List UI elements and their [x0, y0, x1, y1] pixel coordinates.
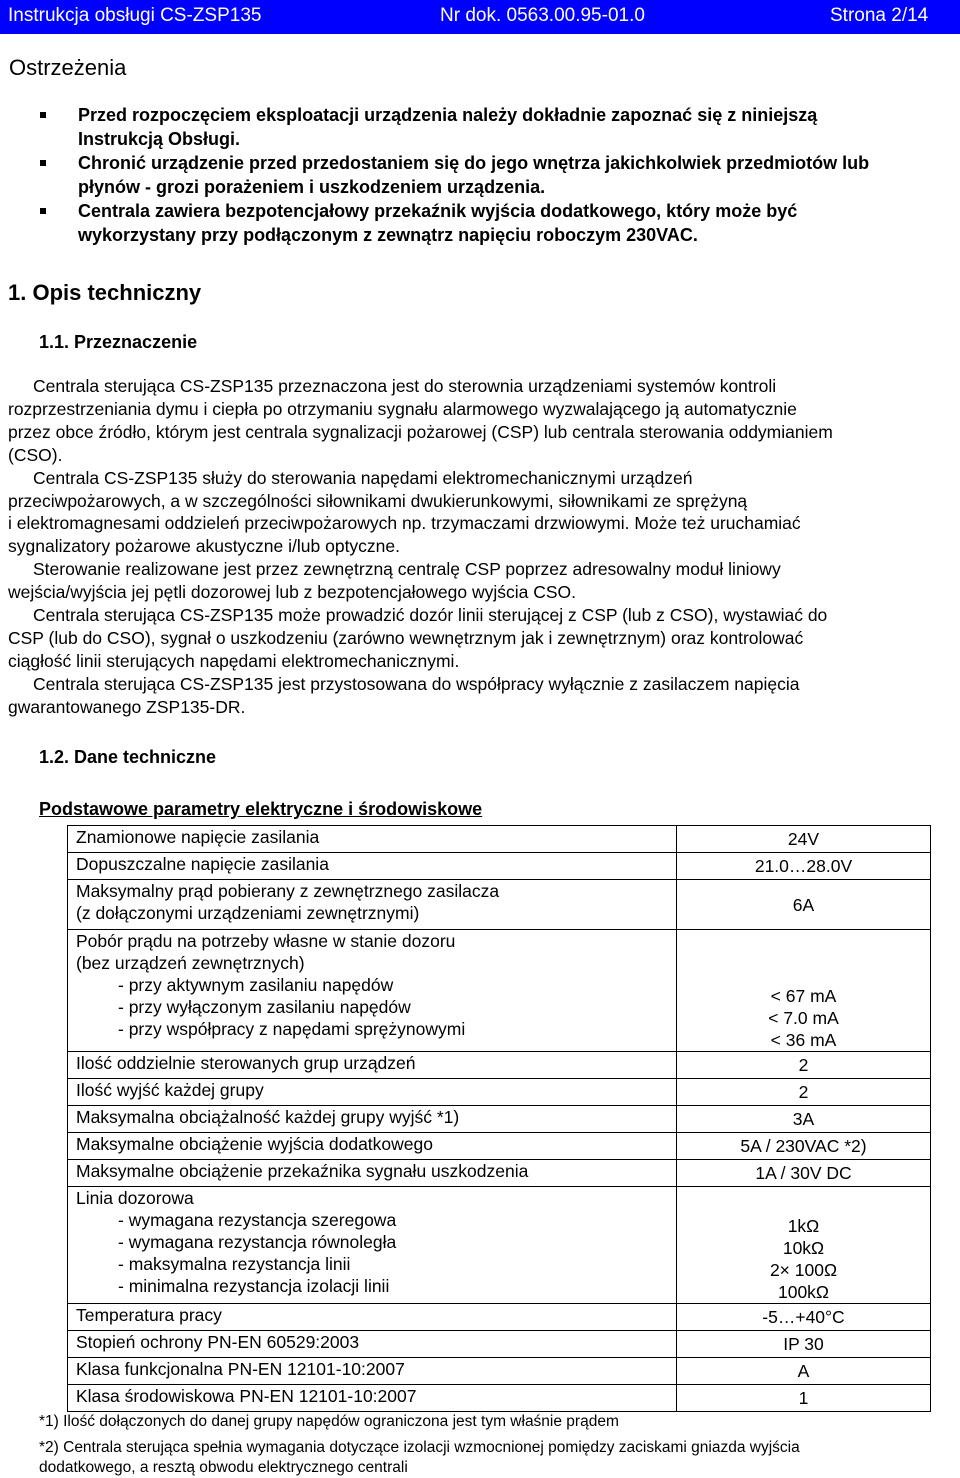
parameter-value: [677, 853, 931, 880]
parameter-name: [68, 880, 677, 930]
purpose-line: przeciwpożarowych, a w szczególności siłownikami dwukierunkowymi, siłownikami ze sprężyną: [8, 490, 748, 511]
parameter-name-line: (z dołączonymi urządzeniami zewnętrznymi): [76, 903, 420, 923]
parameter-name-line: - wymagana rezystancja szeregowa: [118, 1210, 397, 1230]
parameter-value-line: 100kΩ: [777, 1282, 830, 1302]
parameter-value: [677, 1304, 931, 1331]
parameter-name-line: - minimalna rezystancja izolacji linii: [118, 1276, 390, 1296]
warnings-heading: Ostrzeżenia: [9, 55, 127, 80]
parameter-value-line: IP 30: [783, 1334, 824, 1354]
parameter-name: [68, 1385, 677, 1412]
parameter-value: [677, 1106, 931, 1133]
parameter-name-line: Ilość oddzielnie sterowanych grup urządzeń: [76, 1053, 416, 1073]
document-header: [0, 0, 960, 34]
table-row: [68, 930, 931, 1052]
purpose-line: (CSO).: [8, 444, 63, 465]
parameter-name: [68, 1106, 677, 1133]
bullet-square-icon: [40, 208, 46, 214]
parameter-name-line: Maksymalne obciążenie wyjścia dodatkowego: [76, 1134, 433, 1154]
bullet-square-icon: [40, 160, 46, 166]
bullet-square-icon: [40, 112, 46, 118]
footnote-line: *2) Centrala sterująca spełnia wymagania dotyczące izolacji wzmocnionej pomiędzy zaciskami gniazda wyjścia: [39, 1439, 800, 1456]
purpose-line: sygnalizatory pożarowe akustyczne i/lub optyczne.: [8, 536, 401, 557]
parameter-name-line: - przy współpracy z napędami sprężynowymi: [118, 1019, 466, 1039]
header-page-number: Strona 2/14: [830, 5, 929, 26]
parameter-value-line: 3A: [792, 1109, 815, 1129]
warning-item-line: wykorzystany przy podłączonym z zewnątrz napięciu roboczym 230VAC.: [78, 225, 698, 245]
parameter-name: [68, 1304, 677, 1331]
footnote-line: *1) Ilość dołączonych do danej grupy napędów ograniczona jest tym właśnie prądem: [39, 1413, 619, 1430]
parameter-value: [677, 1079, 931, 1106]
parameter-value-line: 1A / 30V DC: [755, 1163, 852, 1183]
table-row: [68, 853, 931, 880]
table-row: [68, 1106, 931, 1133]
parameter-name-line: (bez urządzeń zewnętrznych): [76, 953, 305, 973]
parameter-value-line: 10kΩ: [782, 1238, 825, 1258]
purpose-line: Centrala sterująca CS-ZSP135 przeznaczona jest do sterownia urządzeniami systemów kontroli: [33, 376, 777, 396]
parameter-value-line: -5…+40°C: [762, 1307, 845, 1327]
parameter-value-line: 1: [798, 1388, 809, 1408]
parameter-name-line: Linia dozorowa: [76, 1188, 194, 1208]
parameter-value-line: 2: [798, 1055, 809, 1075]
parameter-value-line: < 36 mA: [770, 1030, 837, 1050]
parameter-value: [677, 1133, 931, 1160]
parameter-name: [68, 1358, 677, 1385]
parameter-value: [677, 880, 931, 930]
parameter-value: [677, 1358, 931, 1385]
purpose-line: rozprzestrzeniania dymu i ciepła po otrzymaniu sygnału alarmowego wyzwalającego ją automatycznie: [8, 398, 797, 419]
parameter-value-line: < 67 mA: [770, 986, 837, 1006]
parameter-name: [68, 1187, 677, 1304]
parameter-value-line: 6A: [792, 894, 815, 915]
table-row: [68, 1079, 931, 1106]
parameter-value: [677, 1331, 931, 1358]
parameter-name: [68, 1331, 677, 1358]
table-row: [68, 1133, 931, 1160]
purpose-line: ciągłość linii sterujących napędami elektromechanicznymi.: [8, 650, 460, 671]
parameter-name-line: - maksymalna rezystancja linii: [118, 1254, 351, 1274]
parameters-table: [67, 825, 931, 1412]
table-row: [68, 826, 931, 853]
parameter-name-line: Klasa środowiskowa PN-EN 12101-10:2007: [76, 1386, 417, 1406]
table-row: [68, 1187, 931, 1304]
table-row: [68, 1385, 931, 1412]
purpose-line: gwarantowanego ZSP135-DR.: [8, 696, 246, 717]
parameter-name: [68, 826, 677, 853]
table-row: [68, 1331, 931, 1358]
parameter-name-line: Maksymalny prąd pobierany z zewnętrznego zasilacza: [76, 881, 500, 901]
purpose-line: Centrala CS-ZSP135 służy do sterowania napędami elektromechanicznymi urządzeń: [33, 467, 693, 488]
parameter-name-line: - przy aktywnym zasilaniu napędów: [118, 975, 394, 995]
table-row: [68, 880, 931, 930]
purpose-line: Sterowanie realizowane jest przez zewnętrzną centralę CSP poprzez adresowalny moduł liniowy: [33, 559, 781, 580]
parameter-name-line: Temperatura pracy: [76, 1305, 222, 1325]
parameter-name: [68, 853, 677, 880]
parameter-value-line: < 7.0 mA: [768, 1008, 839, 1028]
parameter-value: [677, 1160, 931, 1187]
table-row: [68, 1052, 931, 1079]
parameter-name: [68, 1052, 677, 1079]
warning-item-line: płynów - grozi porażeniem i uszkodzeniem urządzenia.: [78, 177, 546, 197]
parameter-value-line: 24V: [787, 829, 820, 849]
parameter-value-line: 5A / 230VAC *2): [740, 1136, 867, 1156]
table-row: [68, 1304, 931, 1331]
section-1-1-heading: 1.1. Przeznaczenie: [39, 332, 198, 352]
section-1-heading: 1. Opis techniczny: [8, 280, 202, 305]
footnote-line: dodatkowego, a resztą obwodu elektrycznego centrali: [39, 1459, 408, 1476]
purpose-line: przez obce źródło, którym jest centrala sygnalizacji pożarowej (CSP) lub centrala sterowania oddymianiem: [8, 421, 833, 442]
purpose-line: Centrala sterująca CS-ZSP135 może prowadzić dozór linii sterującej z CSP (lub z CSO), wystawiać do: [33, 605, 828, 625]
table-row: [68, 1160, 931, 1187]
parameter-value-line: 1kΩ: [787, 1216, 820, 1236]
parameter-name-line: Maksymalna obciążalność każdej grupy wyjść *1): [76, 1107, 460, 1127]
purpose-line: Centrala sterująca CS-ZSP135 jest przystosowana do współpracy wyłącznie z zasilaczem napięcia: [33, 673, 800, 694]
parameter-name: [68, 1160, 677, 1187]
parameter-name-line: Ilość wyjść każdej grupy: [76, 1080, 264, 1100]
purpose-line: CSP (lub do CSO), sygnał o uszkodzeniu (zarówno wewnętrznym jak i zewnętrznym) oraz kontrolować: [8, 627, 804, 648]
parameter-name-line: - wymagana rezystancja równoległa: [118, 1232, 397, 1252]
parameter-name-line: Dopuszczalne napięcie zasilania: [76, 854, 329, 874]
parameter-name-line: Klasa funkcjonalna PN-EN 12101-10:2007: [76, 1359, 405, 1379]
warning-item-line: Instrukcją Obsługi.: [78, 129, 241, 149]
parameter-name-line: Maksymalne obciążenie przekaźnika sygnału uszkodzenia: [76, 1161, 529, 1181]
parameter-value-line: 2× 100Ω: [769, 1260, 838, 1280]
purpose-line: i elektromagnesami oddzieleń przeciwpożarowych np. trzymaczami drzwiowymi. Może też uruchamiać: [8, 513, 801, 534]
warning-item-line: Przed rozpoczęciem eksploatacji urządzenia należy dokładnie zapoznać się z niniejszą: [78, 105, 818, 125]
parameter-name: [68, 930, 677, 1052]
parameters-table-title: Podstawowe parametry elektryczne i środowiskowe: [39, 799, 483, 819]
parameter-value: [677, 1385, 931, 1412]
purpose-line: wejścia/wyjścia jej pętli dozorowej lub z bezpotencjałowego wyjścia CSO.: [8, 582, 577, 603]
parameter-name: [68, 1079, 677, 1106]
warning-item-line: Centrala zawiera bezpotencjałowy przekaźnik wyjścia dodatkowego, który może być: [78, 201, 798, 221]
parameter-value: [677, 1187, 931, 1304]
parameter-name-line: Znamionowe napięcie zasilania: [76, 827, 320, 847]
header-document-title: Instrukcja obsługi CS-ZSP135: [8, 5, 262, 26]
parameter-value-line: 2: [798, 1082, 809, 1102]
parameter-name-line: Pobór prądu na potrzeby własne w stanie dozoru: [76, 931, 456, 951]
parameter-value: [677, 826, 931, 853]
parameter-name-line: - przy wyłączonym zasilaniu napędów: [118, 997, 411, 1017]
table-row: [68, 1358, 931, 1385]
section-1-2-heading: 1.2. Dane techniczne: [39, 747, 217, 767]
warning-item-line: Chronić urządzenie przed przedostaniem się do jego wnętrza jakichkolwiek przedmiotów lub: [78, 153, 870, 173]
parameter-value: [677, 1052, 931, 1079]
header-document-number: Nr dok. 0563.00.95-01.0: [440, 5, 645, 26]
parameter-value-line: A: [797, 1361, 810, 1381]
parameter-value-line: 21.0…28.0V: [754, 856, 853, 876]
parameter-name-line: Stopień ochrony PN-EN 60529:2003: [76, 1332, 360, 1352]
parameter-value: [677, 930, 931, 1052]
parameter-name: [68, 1133, 677, 1160]
